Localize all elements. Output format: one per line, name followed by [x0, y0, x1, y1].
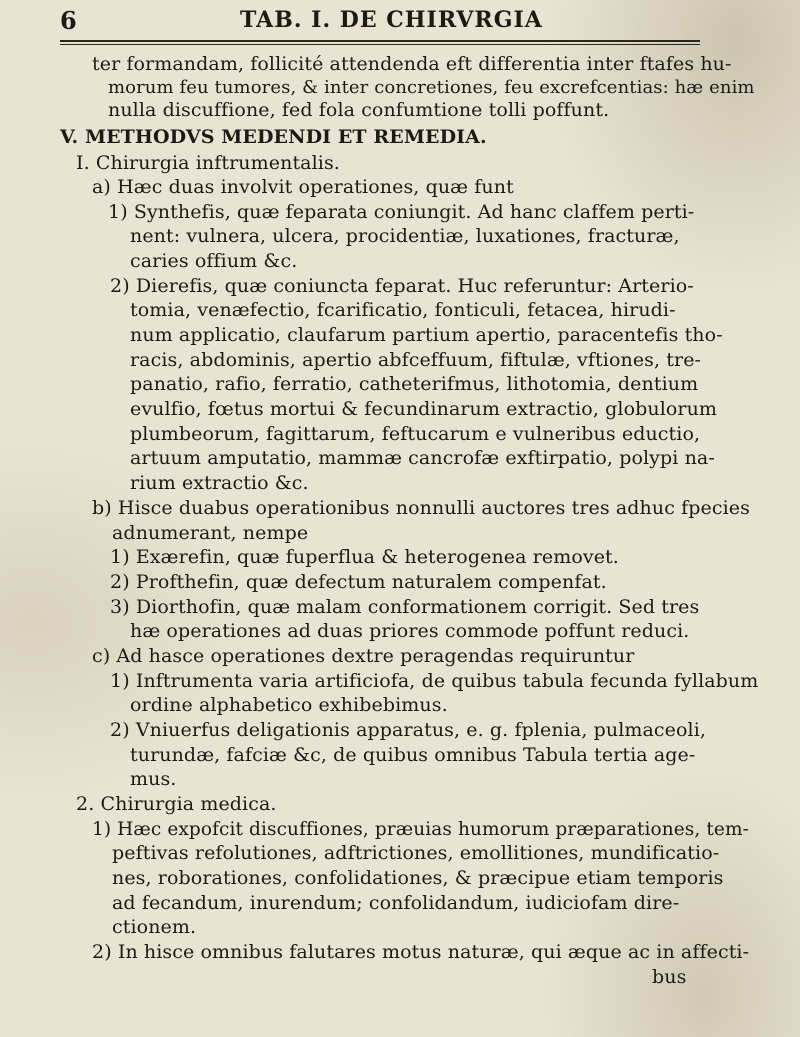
text-line: ad fecandum, inurendum; confolidandum, iudiciofam dire- — [112, 892, 680, 914]
header-rule-thin — [60, 44, 700, 45]
text-line: artuum amputatio, mammæ cancrofæ exftirpatio, polypi na- — [130, 447, 715, 469]
section-heading: V. METHODVS MEDENDI ET REMEDIA. — [60, 126, 487, 148]
text-line: nent: vulnera, ulcera, procidentiæ, luxationes, fracturæ, — [130, 225, 680, 247]
text-line: 2) In hisce omnibus falutares motus naturæ, qui æque ac in affecti- — [92, 941, 750, 963]
text-line: rium extractio &c. — [130, 472, 309, 494]
text-line: panatio, rafio, ferratio, catheterifmus, lithotomia, dentium — [130, 373, 699, 395]
text-line: ter formandam, follicité attendenda eft differentia inter ftafes hu- — [92, 53, 732, 75]
page-number: 6 — [60, 6, 77, 35]
text-line: mus. — [130, 768, 177, 790]
text-line: a) Hæc duas involvit operationes, quæ funt — [92, 176, 514, 198]
text-line: evulfio, fœtus mortui & fecundinarum extractio, globulorum — [130, 398, 718, 420]
text-line: 1) Hæc expofcit discuffiones, præuias humorum præparationes, tem- — [92, 819, 749, 840]
text-line: num applicatio, claufarum partium apertio, paracentefis tho- — [130, 324, 723, 346]
text-line: 1) Inftrumenta varia artificiofa, de quibus tabula fecunda fyllabum — [110, 670, 759, 692]
text-line: turundæ, fafciæ &c, de quibus omnibus Tabula tertia age- — [130, 744, 696, 766]
page-header — [60, 6, 720, 40]
text-line: nes, roborationes, confolidationes, & præcipue etiam temporis — [112, 867, 724, 889]
text-line: 2) Dierefis, quæ coniuncta feparat. Huc referuntur: Arterio- — [110, 275, 694, 297]
running-title: TAB. I. DE CHIRVRGIA — [240, 7, 543, 33]
text-line: caries offium &c. — [130, 250, 298, 272]
text-line: bus — [652, 966, 687, 988]
text-line: 2) Profthefin, quæ defectum naturalem compenfat. — [110, 571, 607, 593]
text-line: 2) Vniuerfus deligationis apparatus, e. g. fplenia, pulmaceoli, — [110, 719, 707, 741]
text-line: morum feu tumores, & inter concretiones, feu excrefcentias: hæ enim — [108, 77, 755, 98]
text-line: nulla discuffione, fed fola confumtione tolli poffunt. — [108, 99, 610, 121]
text-line: 2. Chirurgia medica. — [76, 793, 277, 815]
text-line: b) Hisce duabus operationibus nonnulli auctores tres adhuc fpecies — [92, 497, 750, 519]
text-line: c) Ad hasce operationes dextre peragendas requiruntur — [92, 645, 635, 667]
text-line: I. Chirurgia inftrumentalis. — [76, 152, 340, 174]
text-line: peftivas refolutiones, adftrictiones, emollitiones, mundificatio- — [112, 842, 720, 864]
text-line: racis, abdominis, apertio abfceffuum, fiftulæ, vftiones, tre- — [130, 349, 702, 371]
text-line: plumbeorum, fagittarum, feftucarum e vulneribus eductio, — [130, 423, 701, 445]
text-line: tomia, venæfectio, fcarificatio, fonticuli, fetacea, hirudi- — [130, 299, 676, 321]
text-line: ctionem. — [112, 916, 197, 938]
text-line: 3) Diorthofin, quæ malam conformationem corrigit. Sed tres — [110, 596, 700, 618]
text-line: 1) Synthefis, quæ feparata coniungit. Ad hanc claffem perti- — [108, 201, 695, 223]
text-line: hæ operationes ad duas priores commode poffunt reduci. — [130, 620, 690, 642]
text-line: 1) Exærefin, quæ fuperflua & heterogenea removet. — [110, 546, 619, 568]
text-line: ordine alphabetico exhibebimus. — [130, 694, 448, 716]
text-line: adnumerant, nempe — [112, 522, 309, 544]
header-rule — [60, 40, 700, 42]
